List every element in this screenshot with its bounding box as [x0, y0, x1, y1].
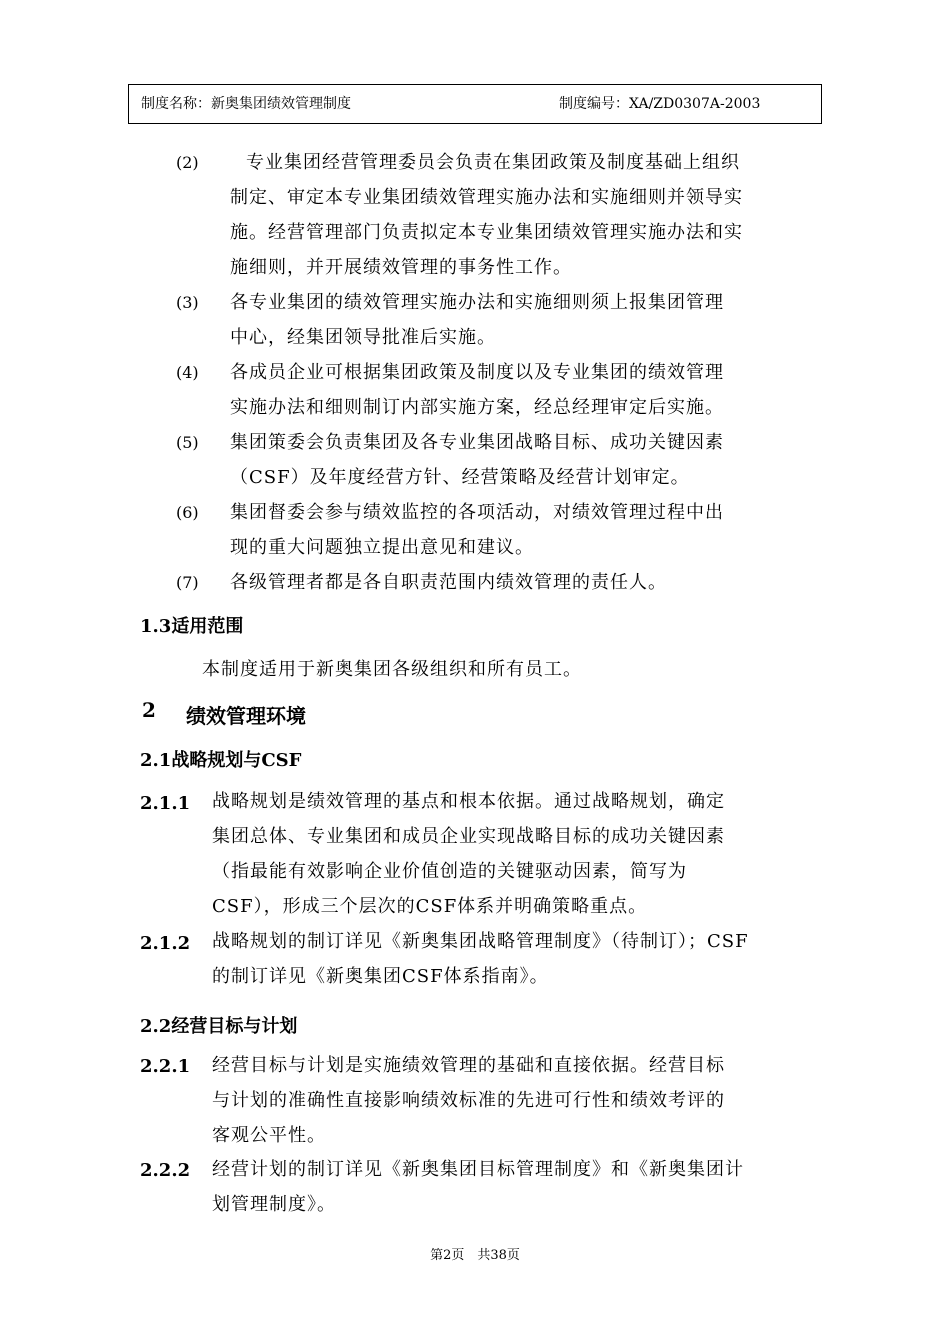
- section-2-number: 2: [142, 698, 156, 722]
- section-1-3-title: 1.3适用范围: [140, 616, 244, 637]
- list-item-line: 施细则，并开展绩效管理的事务性工作。: [230, 257, 572, 278]
- list-item-line: 各级管理者都是各自职责范围内绩效管理的责任人。: [230, 572, 667, 593]
- list-item-line: 各专业集团的绩效管理实施办法和实施细则须上报集团管理: [230, 292, 724, 313]
- list-item-line: 制定、审定本专业集团绩效管理实施办法和实施细则并领导实: [230, 187, 743, 208]
- clause-line: 战略规划是绩效管理的基点和根本依据。通过战略规划，确定: [212, 791, 725, 812]
- list-item-number: (3): [176, 293, 199, 312]
- clause-line: 集团总体、专业集团和成员企业实现战略目标的成功关键因素: [212, 826, 725, 847]
- clause-line: 与计划的准确性直接影响绩效标准的先进可行性和绩效考评的: [212, 1090, 725, 1111]
- list-item-line: 中心，经集团领导批准后实施。: [230, 327, 496, 348]
- clause-line: 经营目标与计划是实施绩效管理的基础和直接依据。经营目标: [212, 1055, 725, 1076]
- clause-line: 划管理制度》。: [212, 1194, 336, 1215]
- regulation-name: 制度名称：新奥集团绩效管理制度: [141, 96, 351, 112]
- clause-line: 的制订详见《新奥集团CSF体系指南》。: [212, 966, 549, 987]
- clause-2-2-2-number: 2.2.2: [140, 1160, 191, 1181]
- list-item-number: (6): [176, 503, 199, 522]
- list-item-line: 实施办法和细则制订内部实施方案，经总经理审定后实施。: [230, 397, 724, 418]
- page-footer: 第2页 共38页: [430, 1248, 520, 1263]
- list-item-line: 施。经营管理部门负责拟定本专业集团绩效管理实施办法和实: [230, 222, 743, 243]
- list-item-number: (7): [176, 573, 199, 592]
- section-2-2-title: 2.2经营目标与计划: [140, 1016, 298, 1037]
- clause-line: 客观公平性。: [212, 1125, 326, 1146]
- list-item-line: 集团策委会负责集团及各专业集团战略目标、成功关键因素: [230, 432, 724, 453]
- list-item-line: 专业集团经营管理委员会负责在集团政策及制度基础上组织: [246, 152, 740, 173]
- clause-line: （指最能有效影响企业价值创造的关键驱动因素，简写为: [212, 861, 687, 882]
- list-item-line: 现的重大问题独立提出意见和建议。: [230, 537, 534, 558]
- clause-line: CSF），形成三个层次的CSF体系并明确策略重点。: [212, 896, 648, 917]
- regulation-code: 制度编号：XA/ZD0307A-2003: [559, 96, 761, 112]
- document-header: [128, 84, 822, 124]
- list-item-number: (2): [176, 153, 199, 172]
- list-item-number: (4): [176, 363, 199, 382]
- clause-2-2-1-number: 2.2.1: [140, 1056, 191, 1077]
- section-2-1-title: 2.1战略规划与CSF: [140, 750, 302, 771]
- clause-2-1-2-number: 2.1.2: [140, 933, 191, 954]
- clause-line: 战略规划的制订详见《新奥集团战略管理制度》（待制订）；CSF: [212, 931, 749, 952]
- section-2-title: 绩效管理环境: [186, 704, 306, 728]
- list-item-line: 集团督委会参与绩效监控的各项活动，对绩效管理过程中出: [230, 502, 724, 523]
- list-item-line: （CSF）及年度经营方针、经营策略及经营计划审定。: [230, 467, 690, 488]
- list-item-number: (5): [176, 433, 199, 452]
- list-item-line: 各成员企业可根据集团政策及制度以及专业集团的绩效管理: [230, 362, 724, 383]
- clause-2-1-1-number: 2.1.1: [140, 793, 191, 814]
- section-1-3-text: 本制度适用于新奥集团各级组织和所有员工。: [202, 659, 582, 680]
- clause-line: 经营计划的制订详见《新奥集团目标管理制度》和《新奥集团计: [212, 1159, 744, 1180]
